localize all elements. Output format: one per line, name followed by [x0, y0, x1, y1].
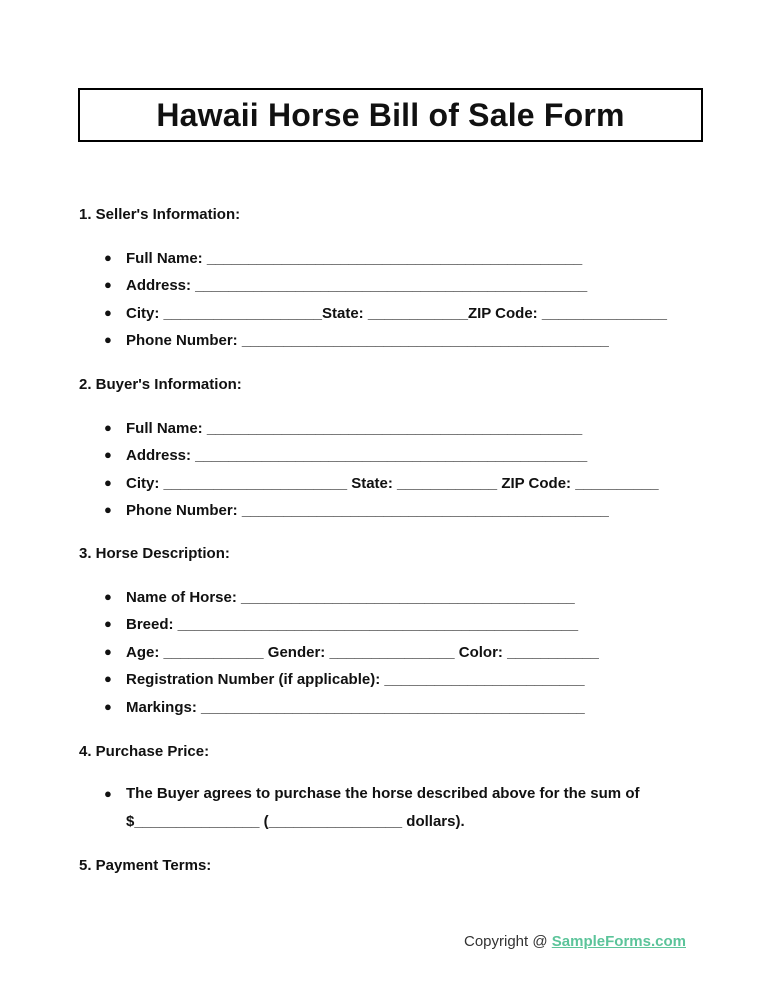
bullet-icon: ●	[104, 332, 112, 347]
bullet-icon: ●	[104, 277, 112, 292]
buyer-full-name-field[interactable]: ● Full Name: _____________________________________________	[104, 420, 583, 437]
copyright-footer	[464, 933, 686, 950]
payment-section-heading: 5. Payment Terms:	[79, 857, 212, 874]
bullet-icon: ●	[104, 420, 112, 435]
bullet-icon: ●	[104, 250, 112, 265]
horse-name-field[interactable]: ● Name of Horse: ________________________________________	[104, 589, 575, 606]
seller-phone-field[interactable]: ● Phone Number: ____________________________________________	[104, 332, 609, 349]
bullet-icon: ●	[104, 305, 112, 320]
price-section-heading: 4. Purchase Price:	[79, 743, 210, 760]
horse-markings-field[interactable]: ● Markings: ______________________________________________	[104, 699, 585, 716]
bullet-icon: ●	[104, 699, 112, 714]
copyright-prefix: Copyright @	[464, 933, 552, 950]
seller-address-field[interactable]: ● Address: _______________________________________________	[104, 277, 588, 294]
buyer-section-heading: 2. Buyer's Information:	[79, 376, 242, 393]
bullet-icon: ●	[104, 644, 112, 659]
buyer-city-state-zip-field[interactable]: ● City: ______________________ State: ____________ ZIP Code: __________	[104, 475, 659, 492]
seller-city-state-zip-field[interactable]: ● City: ___________________State: ____________ZIP Code: _______________	[104, 305, 667, 322]
horse-breed-field[interactable]: ● Breed: ________________________________________________	[104, 616, 579, 633]
bullet-icon: ●	[104, 589, 112, 604]
seller-section-heading: 1. Seller's Information:	[79, 206, 241, 223]
seller-full-name-field[interactable]: ● Full Name: _____________________________________________	[104, 250, 583, 267]
bullet-icon: ●	[104, 671, 112, 686]
page-title: Hawaii Horse Bill of Sale Form	[156, 96, 625, 133]
horse-section-heading: 3. Horse Description:	[79, 545, 230, 562]
buyer-phone-field[interactable]: ● Phone Number: ____________________________________________	[104, 502, 609, 519]
bullet-icon: ●	[104, 786, 112, 801]
bullet-icon: ●	[104, 616, 112, 631]
buyer-address-field[interactable]: ● Address: _______________________________________________	[104, 447, 588, 464]
title-box	[78, 88, 703, 142]
bullet-icon: ●	[104, 475, 112, 490]
horse-registration-field[interactable]: ● Registration Number (if applicable): ________________________	[104, 671, 585, 688]
bullet-icon: ●	[104, 447, 112, 462]
horse-age-gender-color-field[interactable]: ● Age: ____________ Gender: _______________ Color: ___________	[104, 644, 599, 661]
purchase-price-field[interactable]: ● The Buyer agrees to purchase the horse described above for the sum of $_______________ (________________ dollars).	[104, 780, 694, 836]
bullet-icon: ●	[104, 502, 112, 517]
brand-link[interactable]: SampleForms.com	[551, 933, 686, 950]
